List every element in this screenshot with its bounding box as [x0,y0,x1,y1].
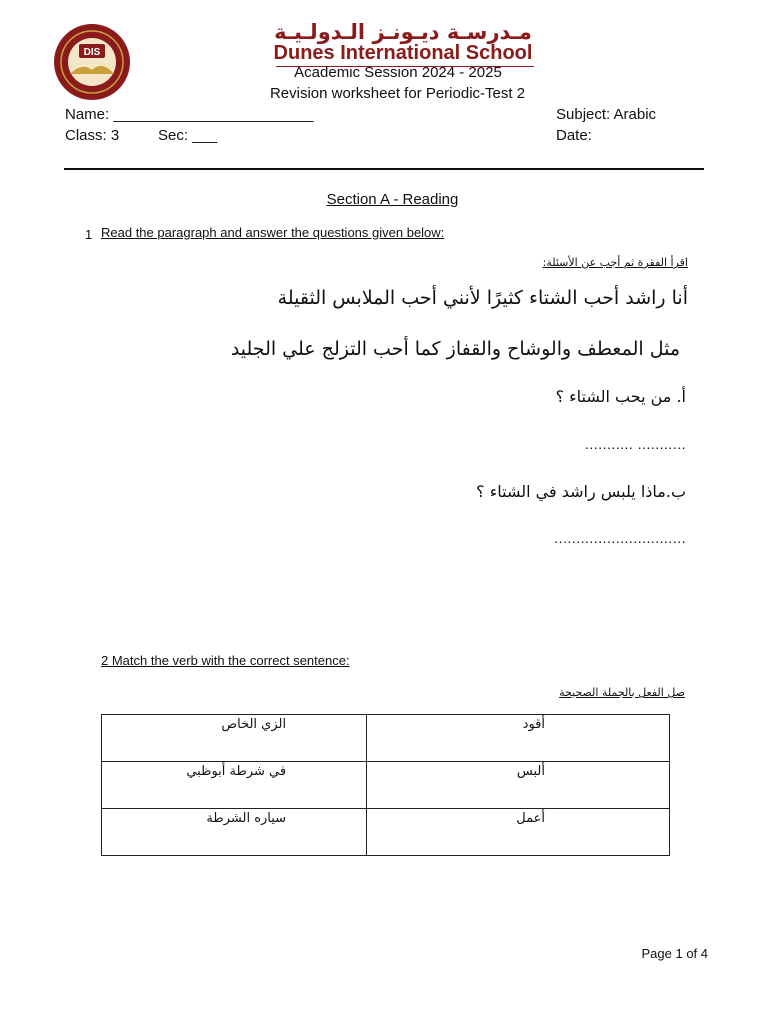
table-row [102,809,670,856]
phrase-cell: في شرطة أبوظبي [102,762,367,809]
question-instruction-arabic: اقرأ الفقرة ثم أجب عن الأسئلة: [542,256,688,269]
question-b: ب.ماذا يلبس راشد في الشتاء ؟ [476,482,686,501]
verb-cell: أقود [367,715,670,762]
question-a: أ. من يحب الشتاء ؟ [555,387,686,406]
question-instruction: Read the paragraph and answer the questions given below: [101,225,445,240]
answer-line-b: .............................. [554,530,686,546]
verb-cell: أعمل [367,809,670,856]
question-number: 1 [85,227,93,242]
match-table [101,714,670,856]
reading-paragraph-line-2: مثل المعطف والوشاح والقفاز كما أحب التزلج علي الجليد [230,338,680,360]
school-logo [52,22,132,102]
name-field: Name: ________________________ [65,106,314,123]
class-field: Class: 3 [65,127,120,144]
match-instruction: 2 Match the verb with the correct sentence: [101,653,350,668]
academic-session: Academic Session 2024 - 2025 [294,64,502,81]
section-title [240,191,545,208]
school-name-arabic: مـدرسـة ديـونـز الـدولـيـة [274,20,532,44]
phrase-cell: سياره الشرطة [102,809,367,856]
school-name-english: Dunes International School [273,42,533,64]
answer-line-a: ........... ........... [585,436,686,452]
page-number: Page 1 of 4 [641,946,708,961]
subject-field: Subject: Arabic [556,106,657,123]
section-field: Sec: ___ [158,127,218,144]
table-row [102,715,670,762]
phrase-cell: الزي الخاص [102,715,367,762]
match-instruction-arabic: صل الفعل بالجملة الصحيحة [559,686,685,699]
date-field: Date: [556,127,592,144]
header-divider [64,168,704,170]
verb-cell: ألبس [367,762,670,809]
table-row [102,762,670,809]
worksheet-title: Revision worksheet for Periodic-Test 2 [269,85,526,102]
reading-paragraph-line-1: أنا راشد أحب الشتاء كثيرًا لأنني أحب الملابس الثقيلة [277,287,688,309]
logo-text: DIS [83,47,101,58]
section-title-text: Section A - Reading [326,191,459,208]
